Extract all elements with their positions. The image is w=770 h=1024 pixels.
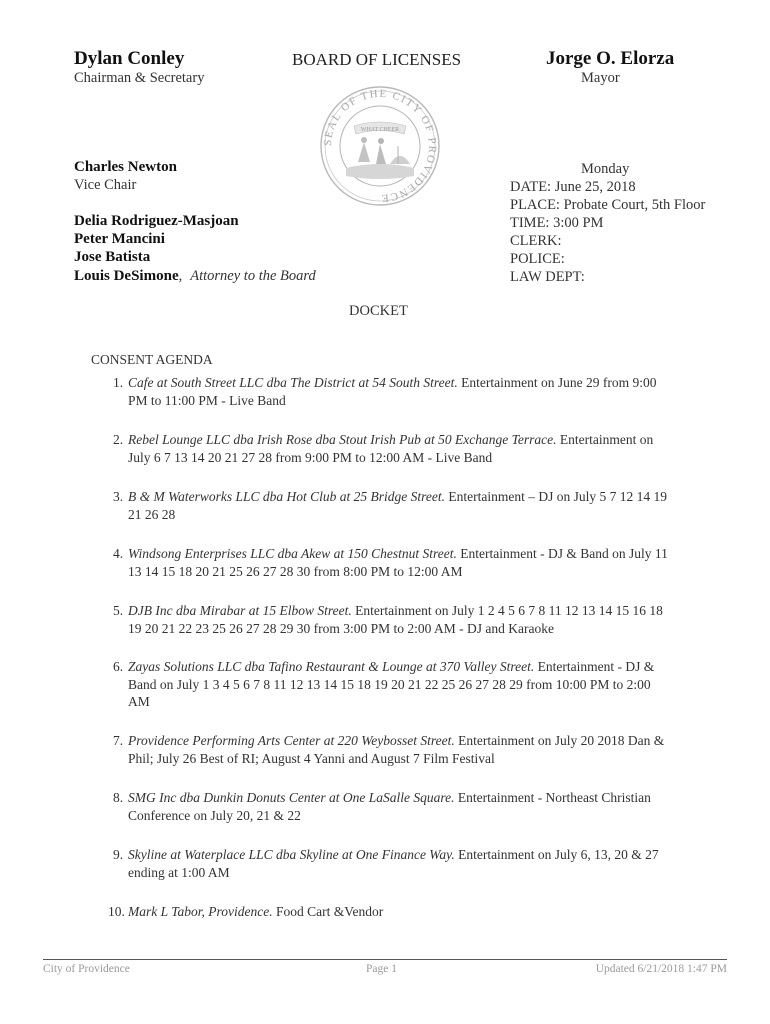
- agenda-item: [113, 658, 673, 711]
- member-name: Peter Mancini: [74, 231, 165, 247]
- item-description: Food Cart &Vendor: [272, 904, 384, 919]
- item-venue: Skyline at Waterplace LLC dba Skyline at One Finance Way.: [128, 847, 455, 862]
- item-number: 1.: [113, 375, 124, 390]
- item-number: 8.: [113, 790, 124, 805]
- vice-chair-title: Vice Chair: [74, 177, 137, 193]
- board-title: BOARD OF LICENSES: [292, 50, 462, 69]
- item-number: 9.: [113, 847, 124, 862]
- meeting-time: TIME: 3:00 PM: [510, 215, 604, 231]
- member-name: Jose Batista: [74, 249, 151, 265]
- meeting-law-dept: LAW DEPT:: [510, 269, 585, 285]
- meeting-day: Monday: [581, 161, 630, 177]
- item-number: 4.: [113, 546, 124, 561]
- item-description: Entertainment - DJ & Band on July 1 3 4 5 6 7 8 11 12 13 14 15 18 19 20 21 22 25 26 27 28 29 from 10:00 PM to 2:00 AM: [128, 659, 655, 709]
- item-venue: Zayas Solutions LLC dba Tafino Restaurant & Lounge at 370 Valley Street.: [128, 659, 535, 674]
- agenda-item: [113, 488, 673, 523]
- agenda-item: [113, 789, 673, 824]
- chairman-title: Chairman & Secretary: [74, 70, 205, 86]
- seal-outer-text: SEAL OF THE CITY OF PROVIDENCE: [321, 87, 439, 205]
- item-description: Entertainment - DJ & Band on July 11 13 14 15 18 20 21 25 26 27 28 30 from 8:00 PM to 12:00 AM: [128, 546, 668, 579]
- attorney-name: Louis DeSimone: [74, 268, 179, 284]
- item-number: 6.: [113, 659, 124, 674]
- item-number: 5.: [113, 603, 124, 618]
- footer-page-number: Page 1: [366, 963, 397, 975]
- city-seal-logo: [318, 84, 442, 208]
- agenda-item: [113, 545, 673, 580]
- footer-org: City of Providence: [43, 963, 130, 975]
- item-description: Entertainment on June 29 from 9:00 PM to 11:00 PM - Live Band: [128, 375, 657, 408]
- item-description: Entertainment on July 20 2018 Dan & Phil; July 26 Best of RI; August 4 Yanni and August 7 Film Festival: [128, 733, 665, 766]
- item-venue: Mark L Tabor, Providence.: [128, 904, 273, 919]
- item-description: Entertainment – DJ on July 5 7 12 14 19 21 26 28: [128, 489, 667, 522]
- agenda-item: [113, 846, 673, 881]
- agenda-item: [108, 903, 673, 921]
- item-number: 3.: [113, 489, 124, 504]
- meeting-info: [510, 160, 705, 286]
- meeting-police: POLICE:: [510, 251, 565, 267]
- item-number: 2.: [113, 432, 124, 447]
- item-description: Entertainment on July 1 2 4 5 6 7 8 11 12 13 14 15 16 18 19 20 21 22 23 25 26 27 28 29 30 from 3:00 PM to 2:00 AM - DJ and Karaoke: [128, 603, 663, 636]
- agenda-item: [113, 602, 673, 637]
- seal-inner-text: WHAT CHEER: [360, 127, 400, 133]
- attorney-separator: ,: [178, 268, 183, 284]
- item-number: 10.: [108, 904, 125, 919]
- mayor-name: Jorge O. Elorza: [546, 48, 675, 69]
- item-description: Entertainment on July 6 7 13 14 20 21 27 28 from 9:00 PM to 12:00 AM - Live Band: [128, 432, 654, 465]
- item-description: Entertainment - Northeast Christian Conference on July 20, 21 & 22: [128, 790, 651, 823]
- footer-updated-timestamp: Updated 6/21/2018 1:47 PM: [595, 963, 727, 975]
- item-description: Entertainment on July 6, 13, 20 & 27 ending at 1:00 AM: [128, 847, 659, 880]
- vice-chair-name: Charles Newton: [74, 159, 177, 175]
- attorney-line: [74, 267, 316, 285]
- chairman-name: Dylan Conley: [74, 48, 185, 69]
- docket-title: DOCKET: [349, 303, 408, 319]
- item-venue: Windsong Enterprises LLC dba Akew at 150 Chestnut Street.: [128, 546, 457, 561]
- agenda-item: [113, 374, 673, 409]
- item-venue: B & M Waterworks LLC dba Hot Club at 25 Bridge Street.: [128, 489, 446, 504]
- item-venue: Cafe at South Street LLC dba The District at 54 South Street.: [128, 375, 458, 390]
- item-venue: DJB Inc dba Mirabar at 15 Elbow Street.: [128, 603, 352, 618]
- footer-rule: [43, 959, 727, 960]
- meeting-place: PLACE: Probate Court, 5th Floor: [510, 197, 706, 213]
- item-venue: Rebel Lounge LLC dba Irish Rose dba Stout Irish Pub at 50 Exchange Terrace.: [128, 432, 557, 447]
- mayor-title: Mayor: [581, 70, 620, 86]
- attorney-title: Attorney to the Board: [190, 268, 316, 284]
- meeting-date: DATE: June 25, 2018: [510, 179, 636, 195]
- item-venue: Providence Performing Arts Center at 220 Weybosset Street.: [128, 733, 455, 748]
- agenda-item: [113, 732, 673, 767]
- meeting-clerk: CLERK:: [510, 233, 562, 249]
- item-venue: SMG Inc dba Dunkin Donuts Center at One LaSalle Square.: [128, 790, 455, 805]
- item-number: 7.: [113, 733, 124, 748]
- consent-agenda-title: CONSENT AGENDA: [91, 352, 213, 367]
- member-name: Delia Rodriguez-Masjoan: [74, 213, 239, 229]
- agenda-item: [113, 431, 673, 466]
